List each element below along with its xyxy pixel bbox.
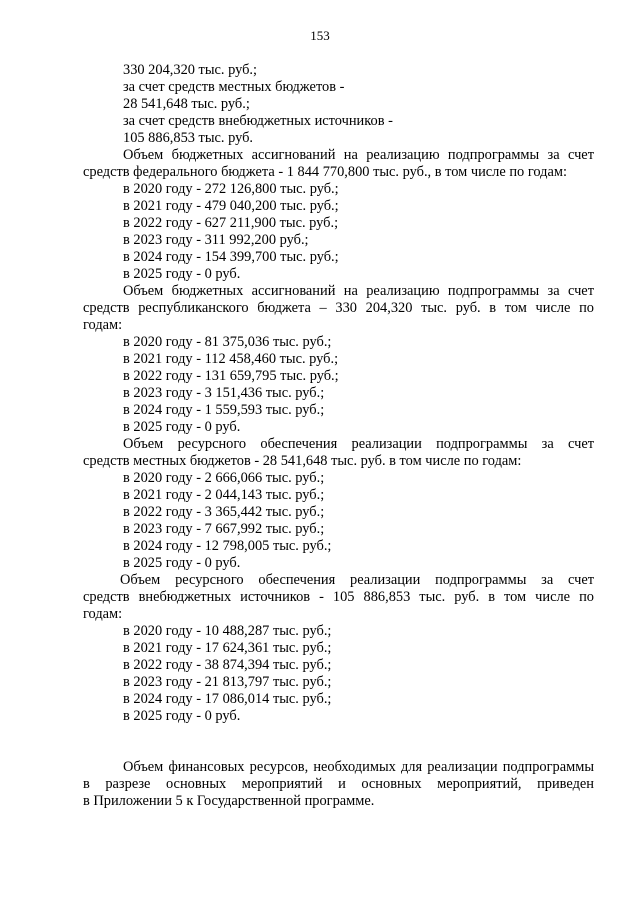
year-line: в 2023 году - 21 813,797 тыс. руб.; — [123, 674, 332, 690]
year-line: в 2020 году - 10 488,287 тыс. руб.; — [123, 623, 332, 639]
text-line: 330 204,320 тыс. руб.; — [123, 62, 258, 78]
paragraph-line: Объем финансовых ресурсов, необходимых для реализации подпрограммы — [123, 759, 594, 775]
paragraph-line: Объем ресурсного обеспечения реализации подпрограммы за счет — [120, 572, 594, 588]
year-line: в 2024 году - 1 559,593 тыс. руб.; — [123, 402, 325, 418]
year-line: в 2023 году - 7 667,992 тыс. руб.; — [123, 521, 325, 537]
paragraph-line: Объем ресурсного обеспечения реализации подпрограммы за счет — [123, 436, 594, 452]
year-line: в 2025 году - 0 руб. — [123, 555, 241, 571]
final-paragraph — [83, 759, 594, 810]
paragraph-line: Объем бюджетных ассигнований на реализацию подпрограммы за счет — [123, 147, 594, 163]
document-body — [83, 62, 594, 810]
republic-budget-section — [83, 283, 594, 436]
year-line: в 2021 году - 17 624,361 тыс. руб.; — [123, 640, 332, 656]
year-line: в 2022 году - 131 659,795 тыс. руб.; — [123, 368, 339, 384]
local-budget-section — [83, 436, 594, 572]
paragraph-line: средств федерального бюджета - 1 844 770,800 тыс. руб., в том числе по годам: — [83, 164, 567, 180]
year-line: в 2025 году - 0 руб. — [123, 419, 241, 435]
text-line: за счет средств внебюджетных источников - — [123, 113, 393, 129]
year-line: в 2024 году - 17 086,014 тыс. руб.; — [123, 691, 332, 707]
year-line: в 2023 году - 3 151,436 тыс. руб.; — [123, 385, 325, 401]
year-line: в 2021 году - 112 458,460 тыс. руб.; — [123, 351, 339, 367]
year-line: в 2020 году - 2 666,066 тыс. руб.; — [123, 470, 325, 486]
year-line: в 2024 году - 12 798,005 тыс. руб.; — [123, 538, 332, 554]
paragraph-gap — [83, 725, 594, 759]
year-line: в 2025 году - 0 руб. — [123, 708, 241, 724]
page-number: 153 — [310, 28, 330, 43]
year-line: в 2022 году - 3 365,442 тыс. руб.; — [123, 504, 325, 520]
year-line: в 2025 году - 0 руб. — [123, 266, 241, 282]
paragraph-line: годам: — [83, 606, 123, 622]
year-line: в 2024 году - 154 399,700 тыс. руб.; — [123, 249, 339, 265]
text-line: 105 886,853 тыс. руб. — [123, 130, 254, 146]
year-line: в 2020 году - 81 375,036 тыс. руб.; — [123, 334, 332, 350]
year-line: в 2023 году - 311 992,200 руб.; — [123, 232, 309, 248]
paragraph-line: в Приложении 5 к Государственной программе. — [83, 793, 375, 809]
top-lines — [83, 62, 594, 147]
text-line: 28 541,648 тыс. руб.; — [123, 96, 250, 112]
year-line: в 2022 году - 38 874,394 тыс. руб.; — [123, 657, 332, 673]
paragraph-line: Объем бюджетных ассигнований на реализацию подпрограммы за счет — [123, 283, 594, 299]
year-line: в 2022 году - 627 211,900 тыс. руб.; — [123, 215, 339, 231]
paragraph-line: средств местных бюджетов - 28 541,648 тыс. руб. в том числе по годам: — [83, 453, 522, 469]
year-line: в 2021 году - 479 040,200 тыс. руб.; — [123, 198, 339, 214]
paragraph-line: средств республиканского бюджета – 330 204,320 тыс. руб. в том числе по — [83, 300, 594, 316]
federal-budget-section — [83, 147, 594, 283]
paragraph-line: в разрезе основных мероприятий и основных мероприятий, приведен — [83, 776, 594, 792]
year-line: в 2021 году - 2 044,143 тыс. руб.; — [123, 487, 325, 503]
year-line: в 2020 году - 272 126,800 тыс. руб.; — [123, 181, 339, 197]
paragraph-line: средств внебюджетных источников - 105 886,853 тыс. руб. в том числе по — [83, 589, 594, 605]
paragraph-line: годам: — [83, 317, 123, 333]
extrabudget-section — [83, 572, 594, 725]
text-line: за счет средств местных бюджетов - — [123, 79, 345, 95]
